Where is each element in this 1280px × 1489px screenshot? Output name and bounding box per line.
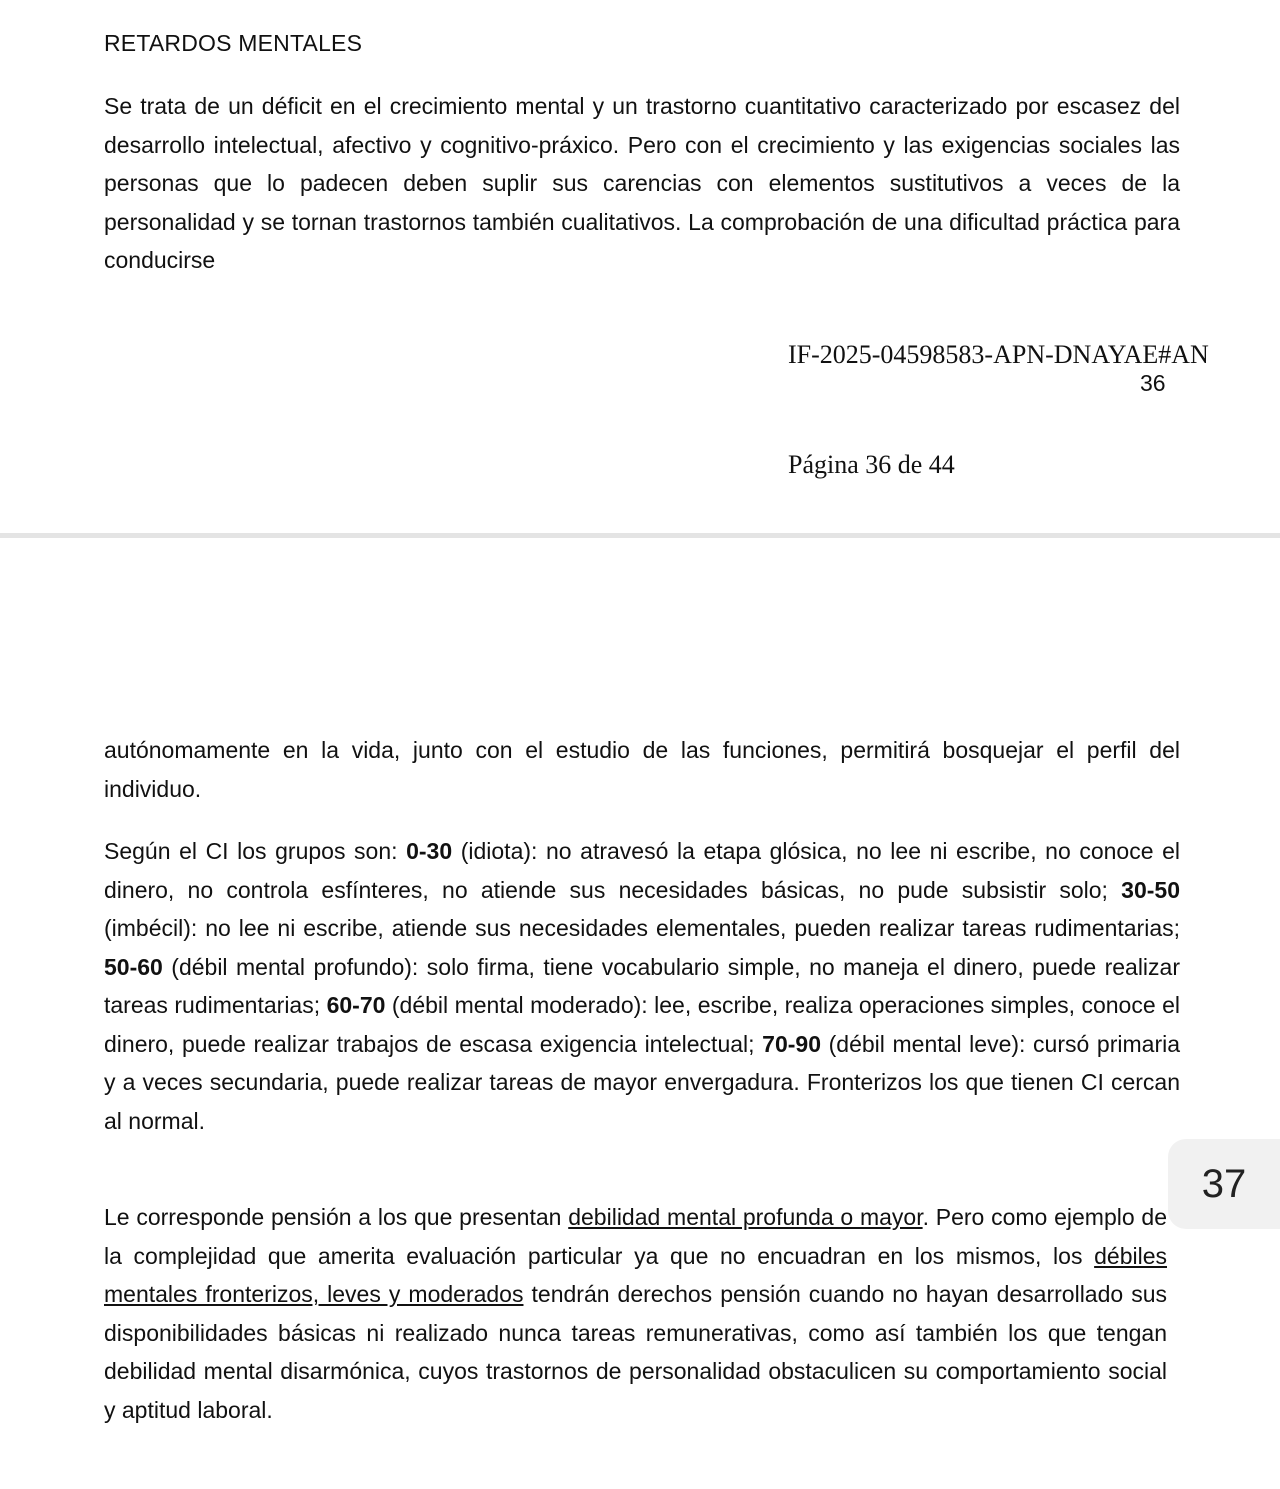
paragraph-continuation: autónomamente en la vida, junto con el estudio de las funciones, permitirá bosquejar el perfil del individuo. xyxy=(104,737,1180,802)
paragraph-ci-groups xyxy=(104,832,1180,1140)
paragraph-pension xyxy=(104,1198,1167,1429)
text-span: Según el CI los grupos son: xyxy=(104,838,407,864)
text-span: . Pero como ejemplo de la complejidad que amerita evaluación particular ya que no encuadran en los mismos, los xyxy=(104,1204,1168,1269)
current-page-badge[interactable]: 37 xyxy=(1168,1139,1280,1229)
document-page-36 xyxy=(0,0,1280,533)
underlined-phrase: débiles mentales fronterizos, leves y moderados xyxy=(104,1242,1167,1307)
document-id: IF-2025-04598583-APN-DNAYAE#AN xyxy=(788,340,1209,369)
underlined-phrase: debilidad mental profunda o mayor xyxy=(568,1204,923,1230)
paragraph-definition: Se trata de un déficit en el crecimiento mental y un trastorno cuantitativo caracterizado por escasez del desarrollo intelectual, afectivo y cognitivo-práxico. Pero con el crecimiento y las exigencias sociales las personas que lo padecen deben suplir sus carencias con elementos sustitutivos a veces de la personalidad y se tornan trastornos también cualitativos. La comprobación de una dificultad práctica para conducirse xyxy=(104,93,1180,273)
ci-range-70-90: 70-90 xyxy=(762,1030,821,1057)
text-span: (débil mental leve): cursó primaria y a veces secundaria, puede realizar tareas de mayor envergadura. Fronterizos los que tienen CI cercan al normal. xyxy=(104,1030,1181,1134)
ci-range-60-70: 60-70 xyxy=(326,992,386,1018)
page-count: Página 36 de 44 xyxy=(788,450,955,479)
text-span: (imbécil): no lee ni escribe, atiende sus necesidades elementales, pueden realizar tareas rudimentarias; xyxy=(104,915,1180,941)
text-span: Le corresponde pensión a los que presentan xyxy=(104,1204,569,1230)
text-span: (débil mental profundo): solo firma, tiene vocabulario simple, no maneja el dinero, puede realizar tareas rudimentarias; xyxy=(104,953,1180,1018)
text-span: tendrán derechos pensión cuando no hayan desarrollado sus disponibilidades básicas ni realizado nunca tareas remunerativas, como así también los que tengan debilidad mental disarmónica, cuyos trastornos de personalidad obstaculicen su comportamiento social y aptitud laboral. xyxy=(104,1281,1167,1423)
page-number: 36 xyxy=(1140,370,1166,396)
text-span: (idiota): no atravesó la etapa glósica, no lee ni escribe, no conoce el dinero, no controla esfínteres, no atiende sus necesidades básicas, no pude subsistir solo; xyxy=(104,838,1180,903)
ci-range-0-30: 0-30 xyxy=(406,838,453,864)
ci-range-30-50: 30-50 xyxy=(1121,876,1180,903)
section-heading: RETARDOS MENTALES xyxy=(104,30,363,56)
ci-range-50-60: 50-60 xyxy=(104,953,163,980)
text-span: (débil mental moderado): lee, escribe, realiza operaciones simples, conoce el dinero, puede realizar trabajos de escasa exigencia intelectual; xyxy=(104,992,1181,1057)
